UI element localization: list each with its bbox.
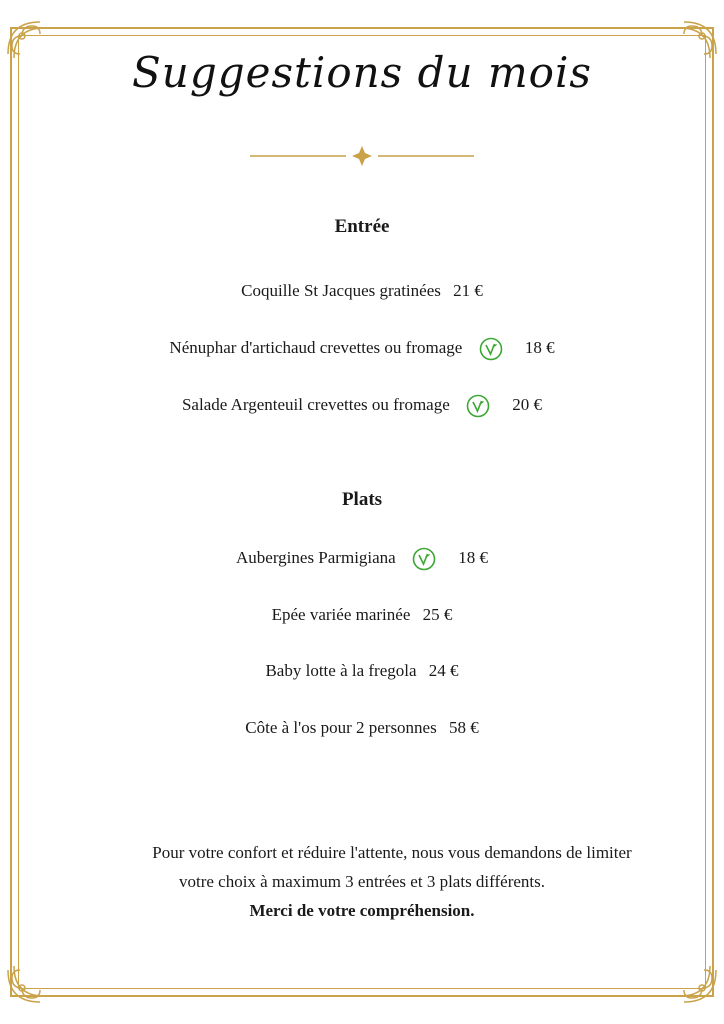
corner-ornament-icon	[0, 946, 64, 1010]
menu-item-name: Salade Argenteuil crevettes ou fromage	[181, 394, 450, 414]
corner-ornament-icon	[660, 946, 724, 1010]
menu-item-price: 21 €	[453, 281, 483, 300]
menu-item	[0, 394, 724, 418]
menu-item	[0, 661, 724, 681]
menu-item	[0, 337, 724, 361]
star-divider-icon	[250, 144, 474, 168]
vegetarian-v-icon	[479, 337, 503, 361]
order-limit-note	[0, 838, 724, 925]
menu-item-price: 58 €	[448, 718, 479, 737]
menu-item-price: 25 €	[422, 605, 453, 624]
vegetarian-v-icon	[466, 394, 490, 418]
note-line: votre choix à maximum 3 entrées et 3 plats différents.	[178, 872, 546, 891]
section-heading-plats: Plats	[341, 489, 383, 510]
menu-item-name: Baby lotte à la fregola	[265, 661, 417, 680]
page-title: Suggestions du mois	[132, 48, 592, 97]
menu-item-name: Coquille St Jacques gratinées	[241, 281, 441, 300]
menu-item-price: 20 €	[512, 394, 543, 414]
vegetarian-v-icon	[412, 547, 436, 571]
menu-item-name: Aubergines Parmigiana	[236, 547, 396, 567]
menu-item-price: 18 €	[524, 337, 555, 357]
menu-item	[0, 605, 724, 625]
note-line: Pour votre confort et réduire l'attente, nous vous demandons de limiter	[152, 843, 632, 862]
menu-item-name: Nénuphar d'artichaud crevettes ou fromage	[169, 337, 463, 357]
menu-item	[0, 718, 724, 738]
menu-item-name: Côte à l'os pour 2 personnes	[245, 718, 437, 737]
menu-item	[0, 547, 724, 571]
menu-item-price: 18 €	[458, 547, 488, 567]
menu-item-name: Epée variée marinée	[271, 605, 411, 624]
thank-you-line: Merci de votre compréhension.	[249, 901, 475, 920]
menu-item	[0, 281, 724, 301]
menu-item-price: 24 €	[428, 661, 459, 680]
section-heading-entree: Entrée	[334, 216, 390, 237]
